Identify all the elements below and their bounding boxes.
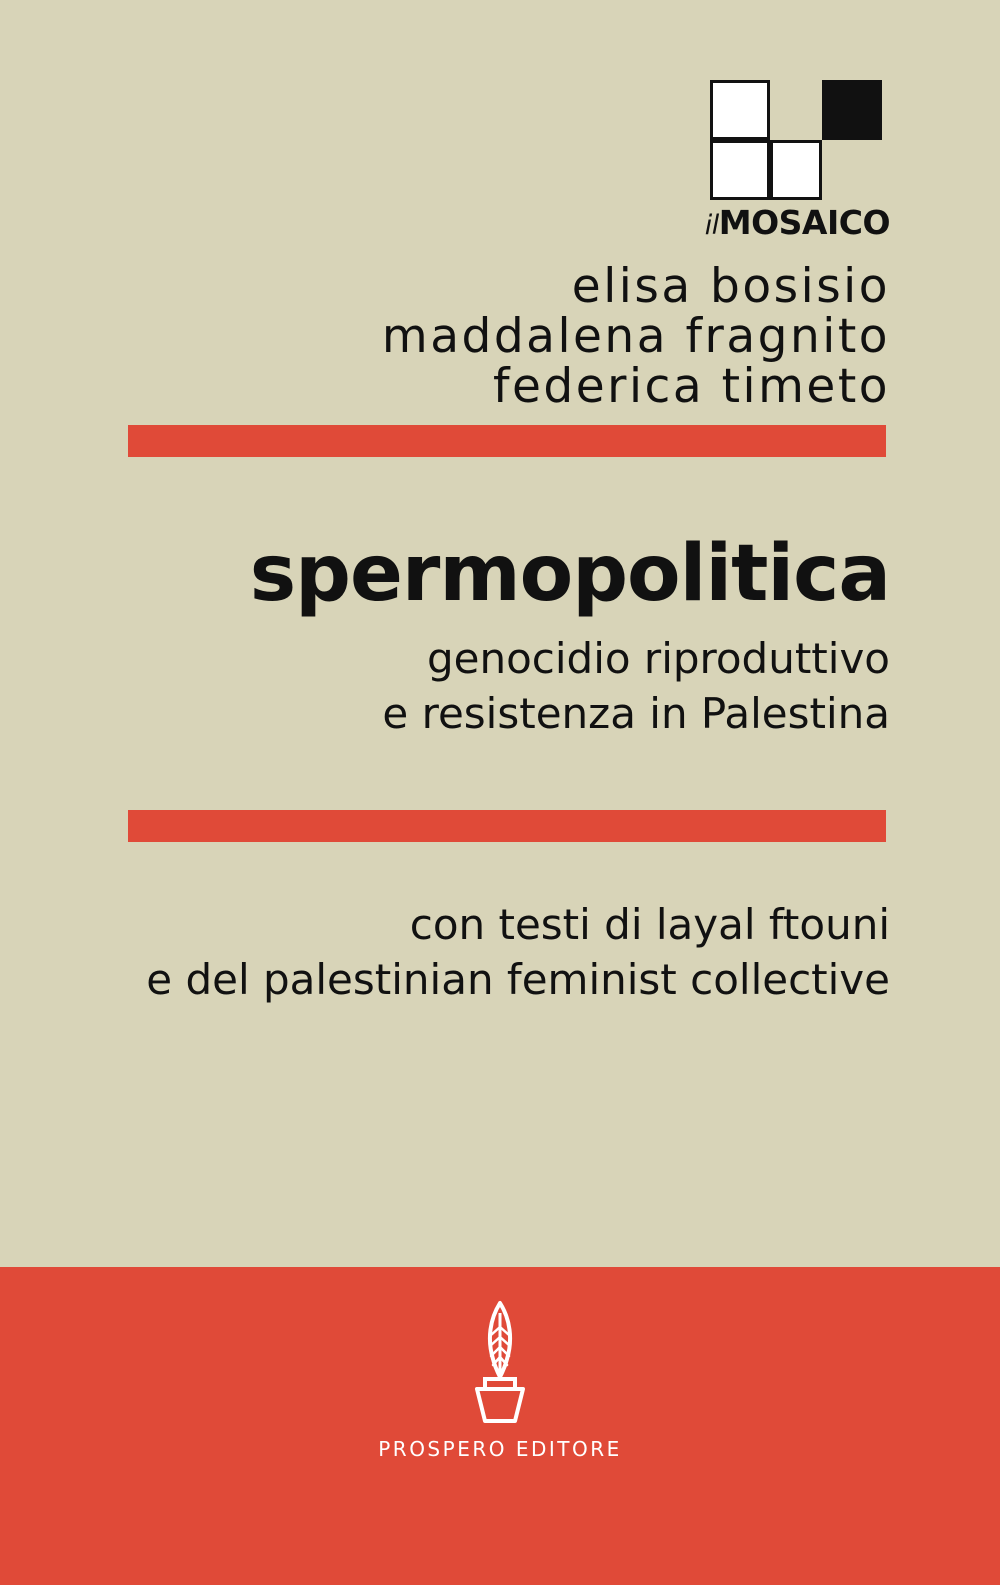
subtitle-line: e resistenza in Palestina bbox=[382, 688, 890, 738]
mosaic-square-top-right bbox=[822, 80, 882, 140]
contributor-credits bbox=[0, 898, 890, 1007]
divider-rule-top bbox=[128, 425, 886, 457]
author-list bbox=[0, 259, 890, 414]
author-name: elisa bosisio bbox=[571, 259, 890, 314]
publisher-name: PROSPERO EDITORE bbox=[378, 1437, 622, 1461]
imprint-title: MOSAICO bbox=[718, 203, 890, 242]
mosaic-square-bottom-middle bbox=[770, 140, 822, 200]
mosaic-square-bottom-left bbox=[710, 140, 770, 200]
publisher-band bbox=[0, 1267, 1000, 1585]
contributor-line: con testi di layal ftouni bbox=[409, 900, 890, 949]
subtitle-line: genocidio riproduttivo bbox=[426, 634, 890, 683]
author-name: maddalena fragnito bbox=[381, 308, 890, 364]
book-subtitle bbox=[0, 632, 890, 741]
inkwell-quill-icon bbox=[455, 1297, 545, 1427]
imprint-name bbox=[700, 203, 890, 242]
publisher-logo bbox=[0, 1297, 1000, 1461]
mosaic-square-top-middle-gap bbox=[770, 80, 822, 140]
mosaic-squares-icon bbox=[700, 80, 882, 202]
divider-rule-bottom bbox=[128, 810, 886, 842]
imprint-prefix: il bbox=[704, 210, 719, 241]
contributor-line: e del palestinian feminist collective bbox=[146, 954, 890, 1004]
imprint-logo bbox=[700, 80, 890, 242]
book-title: spermopolitica bbox=[249, 529, 890, 619]
author-name: federica timeto bbox=[492, 358, 890, 414]
mosaic-square-top-left bbox=[710, 80, 770, 140]
